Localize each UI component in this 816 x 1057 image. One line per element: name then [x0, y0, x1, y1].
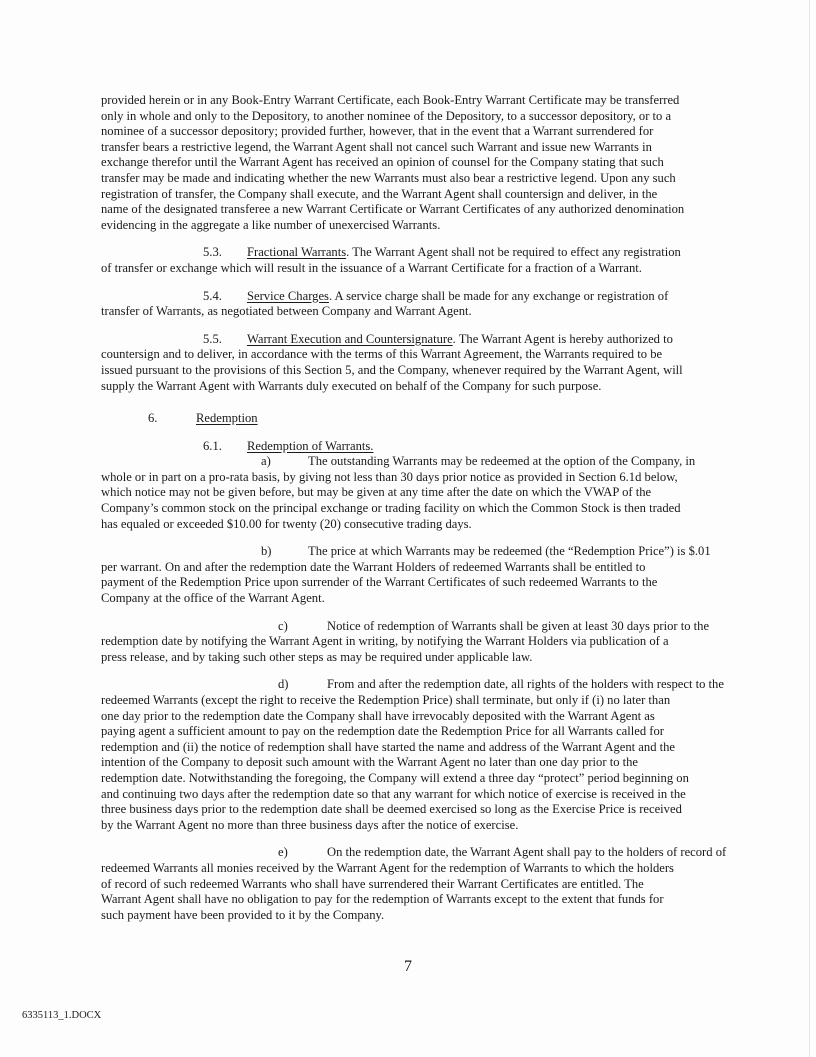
- subsection-text: From and after the redemption date, all rights of the holders with respect to the: [327, 677, 724, 692]
- subsection-text: On the redemption date, the Warrant Agent shall pay to the holders of record of: [327, 845, 727, 860]
- text-line: redemption date. Notwithstanding the foregoing, the Company will extend a three day “protect” period beginning on: [101, 770, 689, 785]
- text-line: has equaled or exceeded $10.00 for twenty (20) consecutive trading days.: [101, 516, 472, 531]
- text-line: Warrant Agent shall have no obligation to pay for the redemption of Warrants except to the extent that funds for: [101, 892, 664, 907]
- text-line: only in whole and only to the Depository, to another nominee of the Depository, to a successor depository, or to a: [101, 108, 672, 123]
- document-footer-id: 6335113_1.DOCX: [22, 1010, 102, 1021]
- subsection-text: The outstanding Warrants may be redeemed at the option of the Company, in: [308, 454, 696, 469]
- section-5-3: [101, 245, 721, 276]
- text-line: evidencing in the aggregate a like number of unexercised Warrants.: [101, 217, 441, 232]
- text-line: press release, and by taking such other steps as may be required under applicable law.: [101, 649, 533, 664]
- text-line: one day prior to the redemption date the Company shall have irrevocably deposited with the Warrant Agent as: [101, 708, 655, 723]
- text-line: redemption date by notifying the Warrant Agent in writing, by notifying the Warrant Holders via publication of a: [101, 634, 669, 649]
- text-line: redemption and (ii) the notice of redemption shall have started the name and address of the Warrant Agent and the: [101, 739, 676, 754]
- text-line: transfer bears a restrictive legend, the Warrant Agent shall not cancel such Warrant and issue new Warrants in: [101, 139, 652, 154]
- text-line: name of the designated transferee a new Warrant Certificate or Warrant Certificates of any authorized denomination: [101, 202, 685, 217]
- section-title: Warrant Execution and Countersignature: [247, 331, 453, 346]
- text-line: Company at the office of the Warrant Agent.: [101, 591, 325, 606]
- subsection-body: [101, 693, 721, 833]
- section-6-heading: [101, 411, 721, 427]
- text-line: redeemed Warrants (except the right to receive the Redemption Price) shall terminate, but only if (i) no later than: [101, 693, 671, 707]
- section-number: 6.1.: [203, 438, 222, 453]
- text-line: paying agent a sufficient amount to pay on the redemption date the Redemption Price for all Warrants called for: [101, 724, 664, 739]
- text-line: redeemed Warrants all monies received by the Warrant Agent for the redemption of Warrants to which the holders: [101, 860, 674, 875]
- paragraph-intro: [101, 93, 721, 233]
- text-line: of record of such redeemed Warrants who shall have surrendered their Warrant Certificates are entitled. The: [101, 876, 644, 891]
- text-line: which notice may not be given before, but may be given at any time after the date on which the VWAP of the: [101, 485, 652, 500]
- section-title: Redemption: [196, 411, 258, 426]
- text-line: Company’s common stock on the principal exchange or trading facility on which the Common Stock is then traded: [101, 501, 681, 516]
- text-line: transfer of Warrants, as negotiated between Company and Warrant Agent.: [101, 304, 472, 319]
- section-body: [101, 347, 721, 394]
- subsection-body: [101, 470, 721, 532]
- section-body: [101, 304, 721, 320]
- section-6-1: [101, 439, 721, 533]
- subsection-d: [101, 677, 724, 833]
- text-line: registration of transfer, the Company shall execute, and the Warrant Agent shall countersign and deliver, in the: [101, 186, 658, 201]
- text-line: exchange therefor until the Warrant Agent has received an opinion of counsel for the Company stating that such: [101, 155, 664, 170]
- section-title: Service Charges: [247, 288, 329, 303]
- subsection-label: d): [278, 677, 289, 692]
- subsection-body: [101, 634, 721, 665]
- text-line: intention of the Company to deposit such amount with the Warrant Agent no later than one day prior to the: [101, 755, 639, 770]
- text-line: supply the Warrant Agent with Warrants duly executed on behalf of the Company for such purpose.: [101, 378, 602, 393]
- section-text: . A service charge shall be made for any exchange or registration of: [328, 288, 669, 303]
- section-number: 5.4.: [203, 288, 222, 303]
- text-line: by the Warrant Agent no more than three business days after the notice of exercise.: [101, 817, 519, 832]
- text-line: nominee of a successor depository; provided further, however, that in the event that a Warrant surrendered for: [101, 124, 654, 139]
- text-line: provided herein or in any Book-Entry Warrant Certificate, each Book-Entry Warrant Certificate may be transferred: [101, 93, 680, 107]
- document-body: [101, 93, 727, 923]
- subsection-label: e): [278, 845, 288, 860]
- text-line: and continuing two days after the redemption date so that any warrant for which notice of exercise is received in the: [101, 786, 686, 801]
- text-line: of transfer or exchange which will result in the issuance of a Warrant Certificate for a fraction of a Warrant.: [101, 260, 642, 275]
- text-line: issued pursuant to the provisions of this Section 5, and the Company, whenever required by the Warrant Agent, will: [101, 362, 683, 377]
- section-title: Redemption of Warrants.: [247, 438, 374, 453]
- text-line: countersign and to deliver, in accordance with the terms of this Warrant Agreement, the Warrants required to be: [101, 347, 663, 362]
- subsection-body: [101, 861, 721, 923]
- page-number: 7: [404, 958, 412, 975]
- subsection-label: b): [261, 544, 272, 559]
- text-line: such payment have been provided to it by the Company.: [101, 907, 385, 922]
- section-body: [101, 261, 721, 277]
- section-text: . The Warrant Agent is hereby authorized to: [452, 331, 673, 346]
- section-text: . The Warrant Agent shall not be required to effect any registration: [346, 245, 681, 260]
- text-line: per warrant. On and after the redemption date the Warrant Holders of redeemed Warrants shall be entitled to: [101, 559, 646, 574]
- text-line: whole or in part on a pro-rata basis, by giving not less than 30 days prior notice as provided in Section 6.1d below,: [101, 469, 678, 484]
- text-line: payment of the Redemption Price upon surrender of the Warrant Certificates of such redeemed Warrants to the: [101, 575, 658, 590]
- subsection-body: [101, 560, 721, 607]
- section-5-4: [101, 289, 721, 320]
- text-line: three business days prior to the redemption date shall be deemed exercised so long as the Exercise Price is received: [101, 802, 682, 817]
- subsection-b: [101, 544, 721, 606]
- section-number: 5.5.: [203, 331, 222, 346]
- subsection-e: [101, 845, 727, 923]
- subsection-text: Notice of redemption of Warrants shall be given at least 30 days prior to the: [327, 618, 710, 633]
- section-number: 5.3.: [203, 245, 222, 260]
- section-5-5: [101, 332, 721, 394]
- scan-edge: [809, 0, 810, 1057]
- section-title: Fractional Warrants: [247, 245, 347, 260]
- subsection-label: c): [278, 618, 288, 633]
- subsection-text: The price at which Warrants may be redeemed (the “Redemption Price”) is $.01: [308, 544, 711, 559]
- section-number: 6.: [148, 411, 158, 426]
- subsection-c: [101, 619, 721, 666]
- subsection-label: a): [261, 454, 271, 469]
- text-line: transfer may be made and indicating whether the new Warrants must also bear a restrictive legend. Upon any such: [101, 170, 676, 185]
